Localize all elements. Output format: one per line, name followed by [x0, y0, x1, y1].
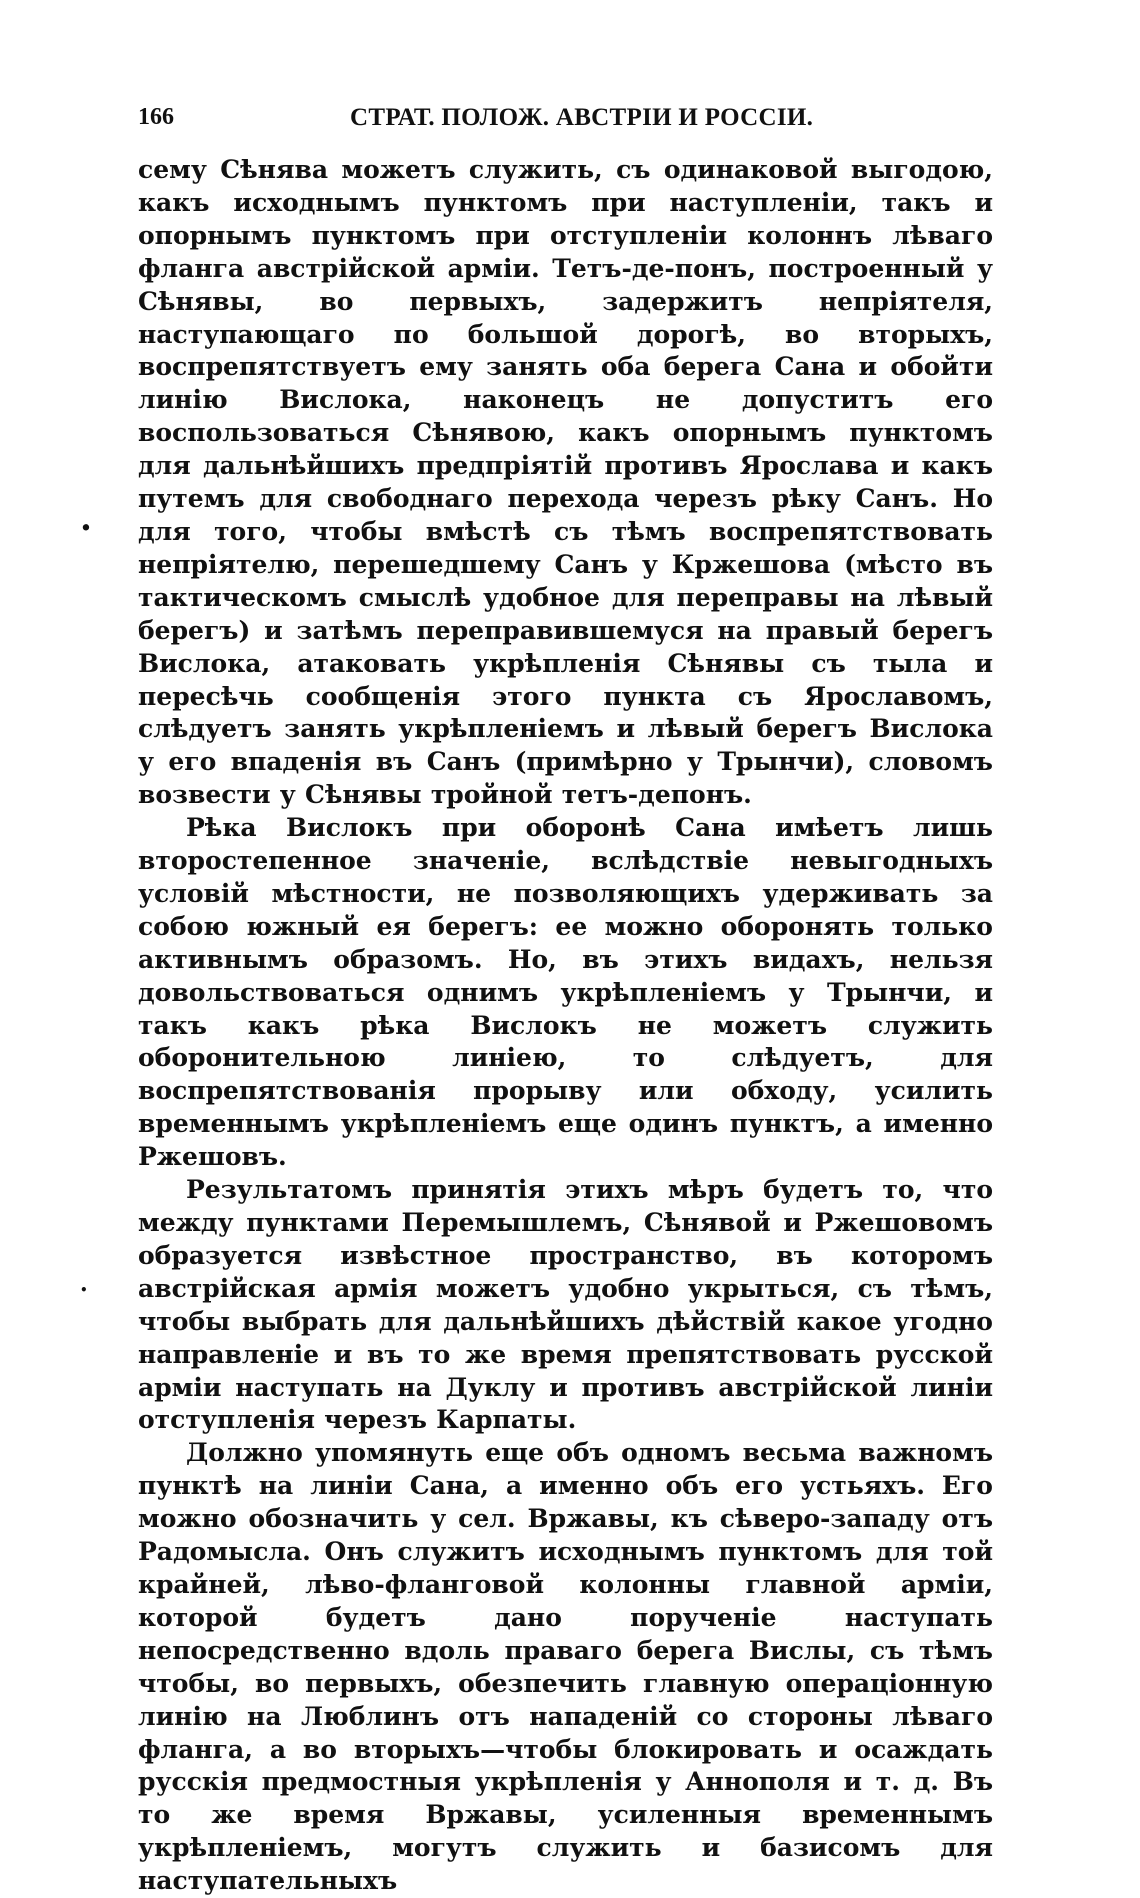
paragraph: Должно упомянуть еще объ одномъ весьма важномъ пунктѣ на линіи Сана, а именно объ его устьяхъ. Его можно обозначить у сел. Вржавы, къ сѣверо-западу отъ Радомысла. Онъ служитъ исходнымъ пунктомъ для той крайней, лѣво-фланговой колонны главной арміи, которой будетъ дано порученіе наступать непосредственно вдоль праваго берега Вислы, съ тѣмъ чтобы, во первыхъ, обезпечить главную операціонную линію на Люблинъ отъ нападеній со стороны лѣваго фланга, а во вторыхъ—чтобы блокировать и осаждать русскія предмостныя укрѣпленія у Аннополя и т. д. Въ то же время Вржавы, усиленныя временнымъ укрѣпленіемъ, могутъ служить и базисомъ для наступательныхъ — [138, 1438, 993, 1896]
page-number: 166 — [138, 104, 174, 130]
running-title: СТРАТ. ПОЛОЖ. АВСТРІИ И РОССІИ. — [350, 104, 814, 131]
paragraph: Результатомъ принятія этихъ мѣръ будетъ то, что между пунктами Перемышлемъ, Сѣнявой и Ржешовомъ образуется извѣстное пространство, въ которомъ австрійская армія можетъ удобно укрыться, съ тѣмъ, чтобы выбрать для дальнѣйшихъ дѣйствій какое угодно направленіе и въ то же время препятствовать русской арміи наступать на Дуклу и противъ австрійской линіи отступленія черезъ Карпаты. — [138, 1175, 993, 1435]
margin-mark: • — [78, 517, 94, 540]
margin-mark: • — [80, 1283, 88, 1297]
paragraph: сему Сѣнява можетъ служить, съ одинаковой выгодою, какъ исходнымъ пунктомъ при наступленіи, такъ и опорнымъ пунктомъ при отступленіи колоннъ лѣваго фланга австрійской арміи. Тетъ-де-понъ, построенный у Сѣнявы, во первыхъ, задержитъ непріятеля, наступающаго по большой дорогѣ, во вторыхъ, воспрепятствуетъ ему занять оба берега Сана и обойти линію Вислока, наконецъ не допуститъ его воспользоваться Сѣнявою, какъ опорнымъ пунктомъ для дальнѣйшихъ предпріятій противъ Ярослава и какъ путемъ для свободнаго перехода черезъ рѣку Санъ. Но для того, чтобы вмѣстѣ съ тѣмъ воспрепятствовать непріятелю, перешедшему Санъ у Кржешова (мѣсто въ тактическомъ смыслѣ удобное для переправы на лѣвый берегъ) и затѣмъ переправившемуся на правый берегъ Вислока, атаковать укрѣпленія Сѣнявы съ тыла и пересѣчь сообщенія этого пункта съ Ярославомъ, слѣдуетъ занять укрѣпленіемъ и лѣвый берегъ Вислока у его впаденія въ Санъ (примѣрно у Трынчи), словомъ возвести у Сѣнявы тройной тетъ-депонъ. — [138, 155, 993, 810]
page-header — [138, 98, 993, 138]
paragraph: Рѣка Вислокъ при оборонѣ Сана имѣетъ лишь второстепенное значеніе, вслѣдствіе невыгодныхъ условій мѣстности, не позволяющихъ удерживать за собою южный ея берегъ: ее можно оборонять только активнымъ образомъ. Но, въ этихъ видахъ, нельзя довольствоваться однимъ укрѣпленіемъ у Трынчи, и такъ какъ рѣка Вислокъ не можетъ служить оборонительною линіею, то слѣдуетъ, для воспрепятствованія прорыву или обходу, усилить временнымъ укрѣпленіемъ еще одинъ пунктъ, а именно Ржешовъ. — [138, 813, 993, 1172]
body-text — [138, 154, 993, 1898]
